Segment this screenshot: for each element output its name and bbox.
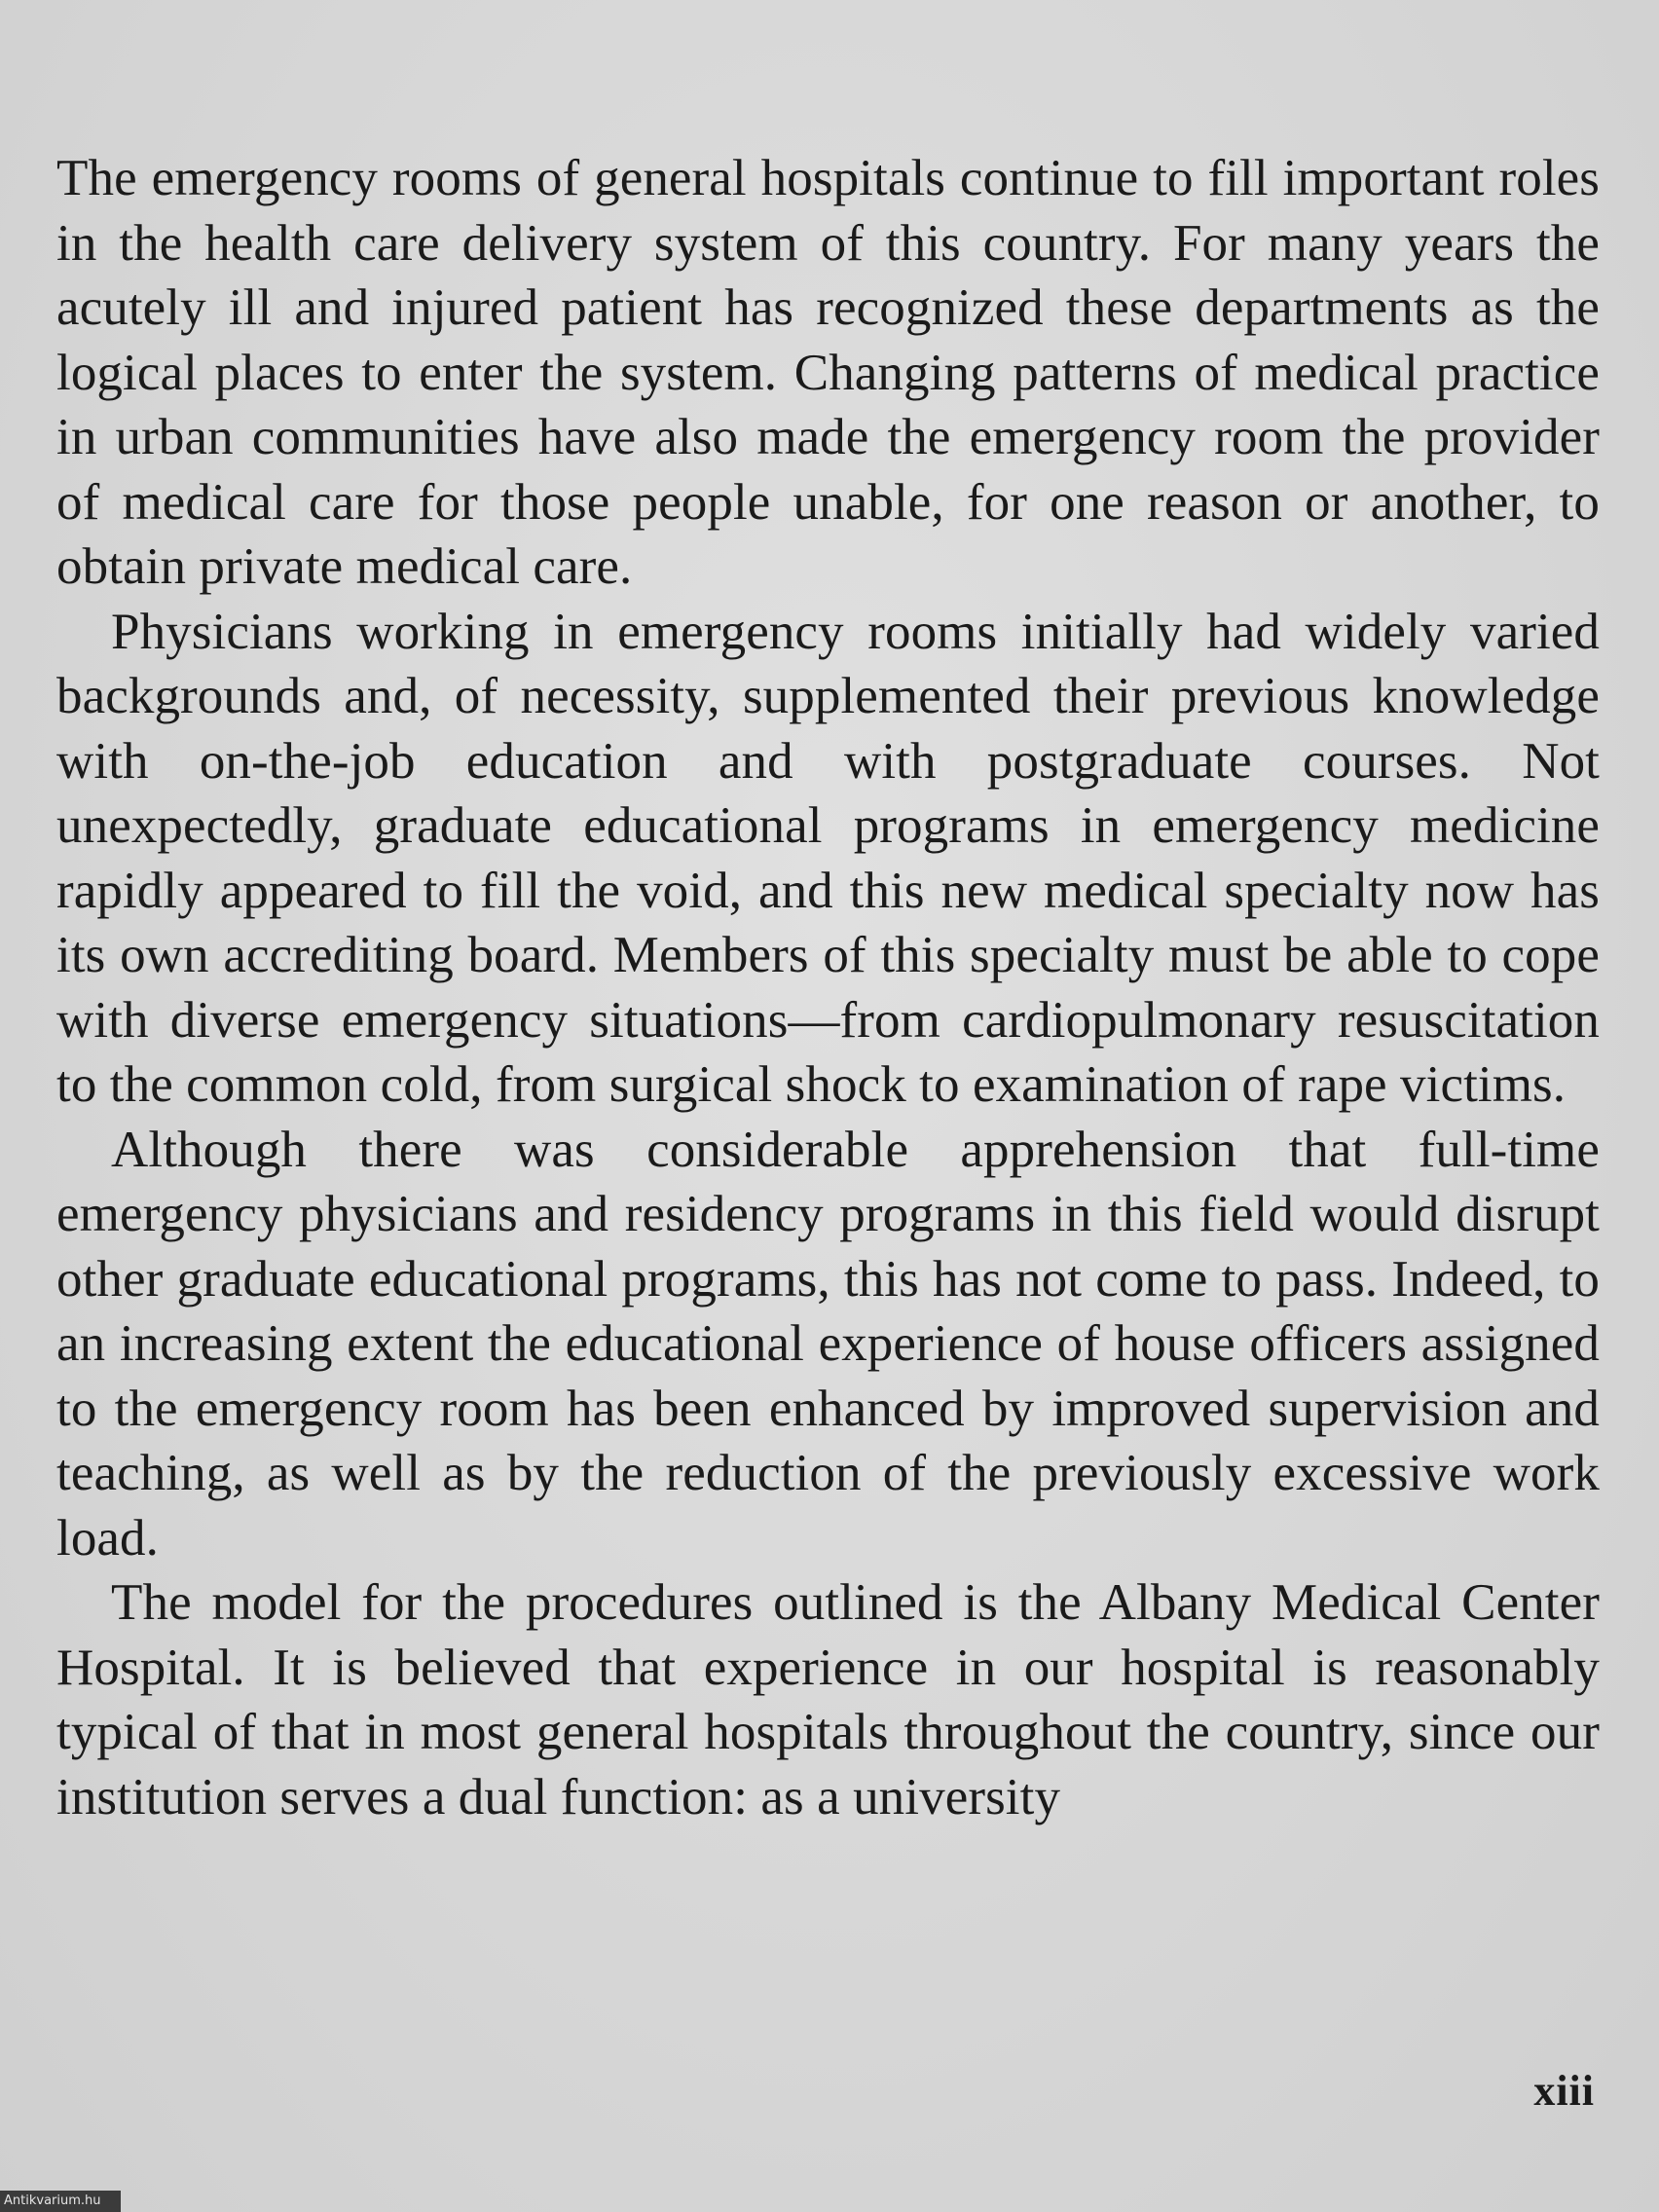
body-text <box>56 146 1600 1829</box>
paragraph-3: Although there was considerable apprehension that full-time emergency physicians and residency programs in this field would disrupt other graduate educational programs, this has not come to pass. Indeed, to an increasing extent the educational experience of house officers assigned to the emergency room has been enhanced by improved supervision and teaching, as well as by the reduction of the previously excessive work load. <box>56 1121 1600 1567</box>
watermark-label: Antikvarium.hu <box>0 2191 121 2212</box>
paragraph-1: The emergency rooms of general hospitals continue to fill important roles in the health care delivery system of this country. For many years the acutely ill and injured patient has recognized these departments as the logical places to enter the system. Changing patterns of medical practice in urban communities have also made the emergency room the provider of medical care for those people unable, for one reason or another, to obtain private medical care. <box>56 150 1600 595</box>
paragraph-2: Physicians working in emergency rooms initially had widely varied backgrounds and, of necessity, supplemented their previous knowledge with on-the-job education and with postgraduate courses. Not unexpectedly, graduate educational programs in emergency medicine rapidly appeared to fill the void, and this new medical specialty now has its own accrediting board. Members of this specialty must be able to cope with diverse emergency situations—from cardiopulmonary resuscitation to the common cold, from surgical shock to examination of rape victims. <box>56 603 1600 1113</box>
paragraph-4: The model for the procedures outlined is the Albany Medical Center Hospital. It is believed that experience in our hospital is reasonably typical of that in most general hospitals throughout the country, since our institution serves a dual function: as a university <box>56 1574 1600 1825</box>
page-number: xiii <box>1533 2067 1595 2115</box>
